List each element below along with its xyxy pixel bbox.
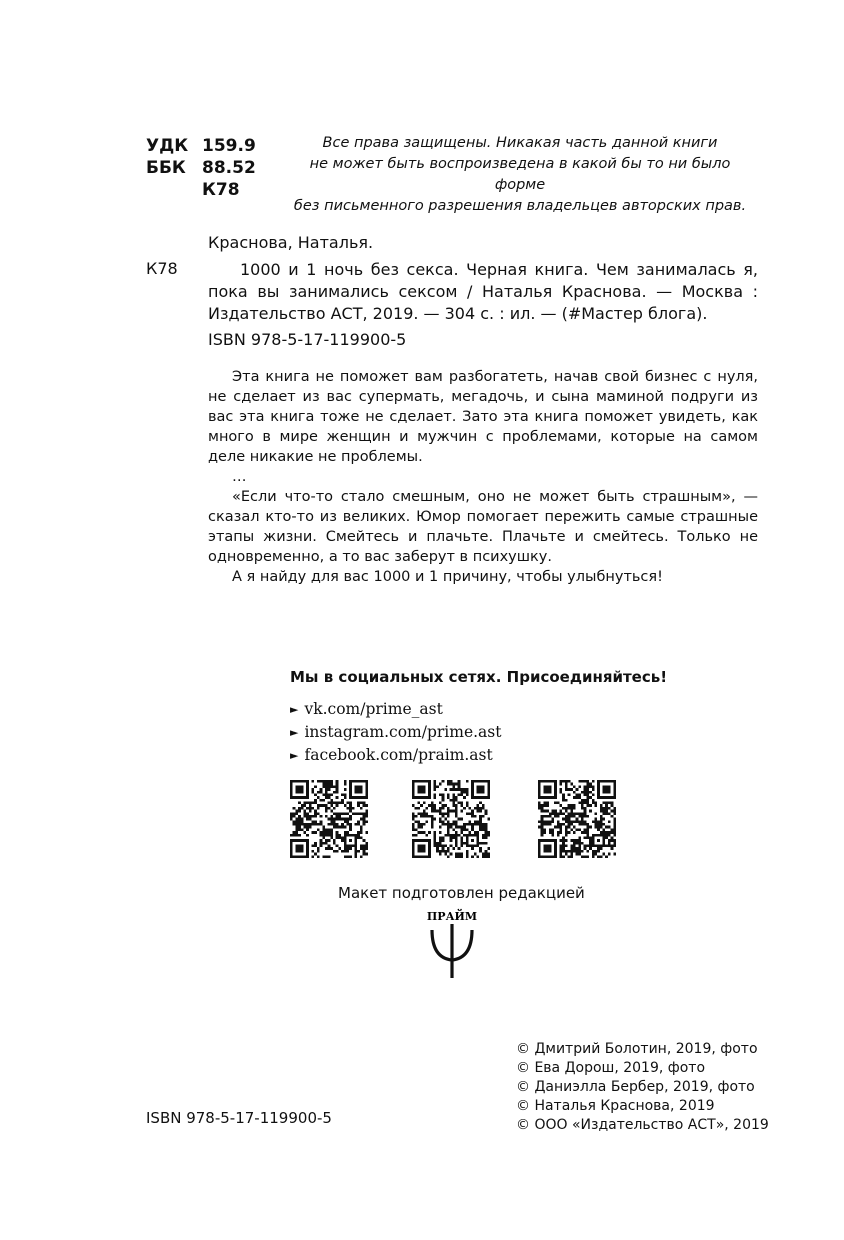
bib-mark: К78	[146, 259, 178, 278]
annotation-paragraph: …	[232, 469, 247, 485]
triangle-bullet-icon: ►	[290, 749, 299, 762]
copyright-list	[516, 1040, 769, 1135]
social-title: Мы в социальных сетях. Присоединяйтесь!	[290, 668, 668, 686]
bbk-value: 88.52	[202, 158, 256, 178]
author-mark: К78	[202, 180, 240, 200]
social-link-vk[interactable]: ► vk.com/prime_ast	[290, 700, 443, 718]
annotation-paragraph: Эта книга не поможет вам разбогатеть, начав свой бизнес с нуля, не сделает из вас супермать, мегадочь, и сына маминой подруги из вас эта книга тоже не сделает. Зато эта книга поможет увидеть, как много в мире женщин и мужчин с проблемами, которые на самом деле никакие не проблемы.	[208, 369, 758, 465]
isbn-bottom: ISBN 978-5-17-119900-5	[146, 1109, 332, 1127]
annotation-paragraph: А я найду для вас 1000 и 1 причину, чтобы улыбнуться!	[232, 569, 663, 585]
classification-codes	[146, 135, 256, 201]
qr-code-vk-icon	[290, 780, 368, 858]
triangle-bullet-icon: ►	[290, 703, 299, 716]
copyright-line: © Ева Дорош, 2019, фото	[516, 1060, 706, 1076]
bib-isbn: ISBN 978-5-17-119900-5	[208, 330, 407, 349]
copyright-line: © Дмитрий Болотин, 2019, фото	[516, 1041, 758, 1057]
bbk-label: ББК	[146, 158, 186, 178]
annotation-paragraph: «Если что-то стало смешным, оно не может быть страшным», — сказал кто-то из великих. Юмор помогает пережить самые страшные этапы жизни. Смейтесь и плачьте. Плачьте и смейтесь. Только не одновременно, а то вас заберут в психушку.	[208, 489, 758, 565]
social-link-facebook[interactable]: ► facebook.com/praim.ast	[290, 746, 493, 764]
udk-value: 159.9	[202, 136, 256, 156]
bib-description: 1000 и 1 ночь без секса. Черная книга. Чем занималась я, пока вы занимались сексом / Наталья Краснова. — Москва : Издательство АСТ, 2019. — 304 с. : ил. — (#Мастер блога).	[208, 260, 758, 323]
copyright-line: © Наталья Краснова, 2019	[516, 1098, 715, 1114]
copyright-line: © Даниэлла Бербер, 2019, фото	[516, 1079, 755, 1095]
qr-code-instagram-icon	[412, 780, 490, 858]
qr-code-facebook-icon	[538, 780, 616, 858]
maket-note: Макет подготовлен редакцией	[338, 884, 585, 902]
logo-text: ПРАЙМ	[426, 910, 478, 923]
rights-line: без письменного разрешения владельцев авторских прав.	[293, 198, 747, 214]
social-link-instagram[interactable]: ► instagram.com/prime.ast	[290, 723, 502, 741]
copyright-line: © ООО «Издательство АСТ», 2019	[516, 1117, 769, 1133]
rights-line: Все права защищены. Никакая часть данной книги	[322, 135, 718, 151]
triangle-bullet-icon: ►	[290, 726, 299, 739]
rights-notice	[285, 133, 755, 217]
annotation	[208, 367, 758, 587]
rights-line: не может быть воспроизведена в какой бы то ни было форме	[309, 156, 731, 193]
social-links	[290, 698, 501, 767]
bib-author: Краснова, Наталья.	[208, 233, 374, 252]
udk-label: УДК	[146, 136, 189, 156]
praim-logo-icon	[422, 908, 482, 980]
